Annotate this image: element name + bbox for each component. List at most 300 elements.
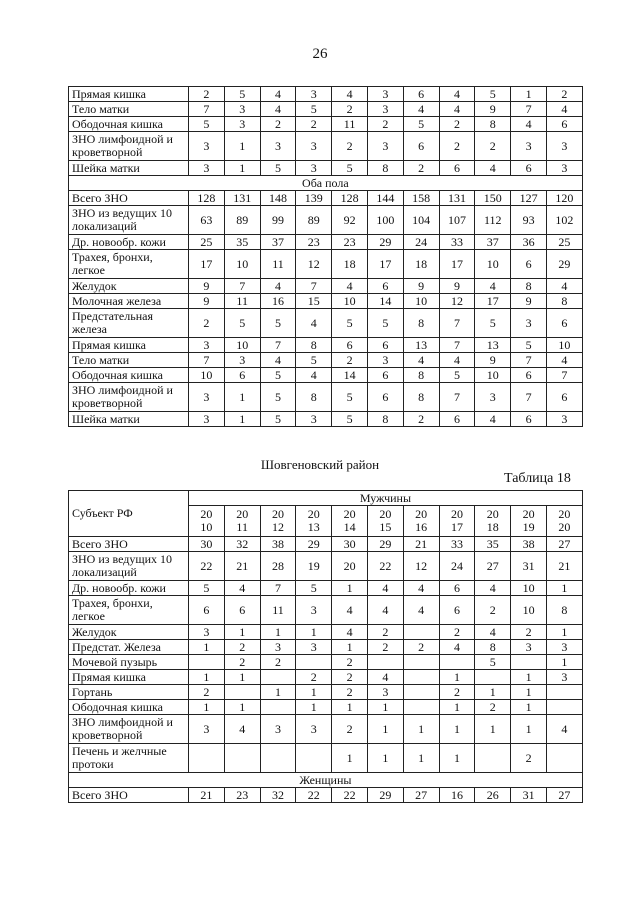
value-cell: 5 [439, 368, 475, 383]
value-cell: 7 [260, 581, 296, 596]
value-cell: 10 [189, 368, 225, 383]
value-cell: 7 [439, 309, 475, 338]
value-cell: 7 [189, 102, 225, 117]
value-cell: 1 [439, 715, 475, 744]
table-row [69, 625, 583, 640]
value-cell: 9 [403, 279, 439, 294]
value-cell: 4 [260, 102, 296, 117]
value-cell: 9 [511, 294, 547, 309]
value-cell [367, 655, 403, 670]
value-cell: 2 [189, 685, 225, 700]
table-row [69, 685, 583, 700]
value-cell: 10 [511, 581, 547, 596]
value-cell: 7 [511, 102, 547, 117]
value-cell: 11 [332, 117, 368, 132]
value-cell: 1 [224, 161, 260, 176]
value-cell: 1 [224, 412, 260, 427]
value-cell: 144 [367, 191, 403, 206]
value-cell: 9 [475, 102, 511, 117]
value-cell: 5 [332, 412, 368, 427]
value-cell: 5 [189, 581, 225, 596]
value-cell: 12 [439, 294, 475, 309]
table-row [69, 279, 583, 294]
table-row [69, 596, 583, 625]
year-header: 20 17 [439, 506, 475, 537]
value-cell: 4 [332, 596, 368, 625]
value-cell: 3 [367, 685, 403, 700]
value-cell: 8 [367, 412, 403, 427]
value-cell: 3 [189, 132, 225, 161]
row-label: Прямая кишка [69, 87, 189, 102]
value-cell: 3 [546, 412, 582, 427]
table-row [69, 117, 583, 132]
value-cell: 4 [224, 715, 260, 744]
value-cell: 23 [332, 235, 368, 250]
value-cell: 3 [367, 353, 403, 368]
value-cell [296, 744, 332, 773]
value-cell: 3 [189, 383, 225, 412]
value-cell [296, 655, 332, 670]
value-cell: 21 [224, 552, 260, 581]
value-cell [546, 685, 582, 700]
incidence-table-continued [68, 86, 583, 427]
value-cell: 28 [260, 552, 296, 581]
value-cell: 2 [224, 640, 260, 655]
value-cell: 1 [511, 715, 547, 744]
value-cell: 4 [367, 581, 403, 596]
value-cell: 102 [546, 206, 582, 235]
table-row [69, 338, 583, 353]
value-cell: 2 [260, 117, 296, 132]
group-header: Мужчины [189, 491, 583, 506]
value-cell: 8 [475, 117, 511, 132]
row-label: Мочевой пузырь [69, 655, 189, 670]
value-cell: 16 [260, 294, 296, 309]
value-cell: 2 [439, 685, 475, 700]
value-cell: 7 [511, 353, 547, 368]
row-label: Предстательная железа [69, 309, 189, 338]
value-cell: 8 [546, 596, 582, 625]
value-cell: 3 [224, 117, 260, 132]
value-cell: 2 [332, 102, 368, 117]
value-cell: 18 [403, 250, 439, 279]
value-cell: 150 [475, 191, 511, 206]
value-cell: 5 [475, 655, 511, 670]
table-row [69, 655, 583, 670]
value-cell: 29 [367, 537, 403, 552]
value-cell: 35 [475, 537, 511, 552]
value-cell: 1 [296, 685, 332, 700]
value-cell: 7 [224, 279, 260, 294]
value-cell: 5 [332, 161, 368, 176]
value-cell: 3 [546, 640, 582, 655]
value-cell [260, 744, 296, 773]
value-cell: 6 [439, 161, 475, 176]
value-cell: 5 [511, 338, 547, 353]
value-cell: 7 [296, 279, 332, 294]
value-cell: 9 [189, 279, 225, 294]
value-cell: 22 [296, 788, 332, 803]
table-row [69, 640, 583, 655]
value-cell [403, 670, 439, 685]
value-cell: 12 [296, 250, 332, 279]
value-cell: 2 [332, 132, 368, 161]
value-cell: 21 [189, 788, 225, 803]
year-header: 20 20 [546, 506, 582, 537]
value-cell: 4 [475, 161, 511, 176]
value-cell: 2 [332, 655, 368, 670]
table-row [69, 368, 583, 383]
row-label: Печень и желчные протоки [69, 744, 189, 773]
value-cell: 2 [475, 700, 511, 715]
value-cell: 6 [367, 368, 403, 383]
value-cell [224, 685, 260, 700]
value-cell: 10 [511, 596, 547, 625]
value-cell: 4 [546, 715, 582, 744]
value-cell: 1 [511, 87, 547, 102]
value-cell: 7 [439, 383, 475, 412]
row-label: ЗНО из ведущих 10 локализаций [69, 552, 189, 581]
value-cell: 1 [439, 700, 475, 715]
table-row [69, 191, 583, 206]
value-cell: 2 [332, 685, 368, 700]
value-cell: 6 [511, 368, 547, 383]
row-label: Прямая кишка [69, 338, 189, 353]
subject-header: Субъект РФ [69, 491, 189, 537]
value-cell: 3 [189, 715, 225, 744]
value-cell: 2 [189, 87, 225, 102]
value-cell: 33 [439, 537, 475, 552]
value-cell: 2 [403, 412, 439, 427]
year-header: 20 14 [332, 506, 368, 537]
value-cell: 1 [511, 700, 547, 715]
value-cell: 131 [439, 191, 475, 206]
value-cell: 2 [439, 117, 475, 132]
value-cell: 2 [367, 640, 403, 655]
value-cell: 4 [511, 117, 547, 132]
value-cell: 25 [189, 235, 225, 250]
value-cell: 2 [189, 309, 225, 338]
value-cell: 17 [189, 250, 225, 279]
value-cell: 2 [224, 655, 260, 670]
value-cell: 2 [367, 625, 403, 640]
row-label: Всего ЗНО [69, 191, 189, 206]
row-label: Желудок [69, 625, 189, 640]
value-cell: 3 [367, 87, 403, 102]
value-cell: 17 [439, 250, 475, 279]
value-cell: 1 [546, 655, 582, 670]
value-cell: 6 [224, 596, 260, 625]
row-label: Желудок [69, 279, 189, 294]
value-cell: 17 [367, 250, 403, 279]
value-cell: 10 [475, 250, 511, 279]
value-cell: 5 [296, 581, 332, 596]
value-cell: 99 [260, 206, 296, 235]
value-cell: 4 [475, 625, 511, 640]
table-row [69, 250, 583, 279]
value-cell: 27 [546, 788, 582, 803]
value-cell: 5 [260, 309, 296, 338]
row-label: Всего ЗНО [69, 537, 189, 552]
value-cell: 4 [296, 368, 332, 383]
value-cell: 1 [260, 685, 296, 700]
table-row [69, 161, 583, 176]
value-cell: 1 [367, 715, 403, 744]
table-caption: Таблица 18 [504, 471, 571, 486]
value-cell: 4 [475, 279, 511, 294]
value-cell: 14 [332, 368, 368, 383]
row-label: ЗНО из ведущих 10 локализаций [69, 206, 189, 235]
value-cell: 1 [511, 670, 547, 685]
value-cell: 27 [403, 788, 439, 803]
value-cell: 8 [511, 279, 547, 294]
value-cell: 3 [296, 640, 332, 655]
value-cell: 5 [224, 87, 260, 102]
value-cell: 92 [332, 206, 368, 235]
value-cell [475, 670, 511, 685]
value-cell: 3 [296, 87, 332, 102]
row-label: Гортань [69, 685, 189, 700]
row-label: Др. новообр. кожи [69, 235, 189, 250]
value-cell [546, 744, 582, 773]
value-cell: 3 [511, 309, 547, 338]
value-cell: 1 [332, 700, 368, 715]
value-cell: 4 [403, 581, 439, 596]
value-cell: 1 [367, 700, 403, 715]
value-cell: 31 [511, 788, 547, 803]
value-cell: 1 [224, 625, 260, 640]
value-cell: 3 [189, 338, 225, 353]
value-cell: 5 [475, 87, 511, 102]
value-cell: 6 [439, 581, 475, 596]
row-label: Шейка матки [69, 412, 189, 427]
value-cell: 10 [224, 250, 260, 279]
value-cell: 2 [332, 715, 368, 744]
value-cell: 5 [224, 309, 260, 338]
value-cell: 1 [403, 715, 439, 744]
year-header: 20 19 [511, 506, 547, 537]
table-row [69, 353, 583, 368]
value-cell: 37 [475, 235, 511, 250]
row-label: Др. новообр. кожи [69, 581, 189, 596]
value-cell: 35 [224, 235, 260, 250]
value-cell [260, 700, 296, 715]
value-cell: 5 [332, 383, 368, 412]
value-cell: 4 [224, 581, 260, 596]
value-cell: 1 [332, 744, 368, 773]
row-label: Предстат. Железа [69, 640, 189, 655]
value-cell: 32 [224, 537, 260, 552]
value-cell: 10 [546, 338, 582, 353]
value-cell: 25 [546, 235, 582, 250]
value-cell: 4 [546, 279, 582, 294]
value-cell: 63 [189, 206, 225, 235]
value-cell: 6 [403, 132, 439, 161]
value-cell [403, 685, 439, 700]
value-cell: 5 [260, 412, 296, 427]
value-cell: 1 [224, 670, 260, 685]
value-cell: 3 [224, 353, 260, 368]
value-cell: 16 [439, 788, 475, 803]
value-cell: 6 [546, 383, 582, 412]
value-cell: 31 [511, 552, 547, 581]
value-cell: 27 [546, 537, 582, 552]
value-cell: 131 [224, 191, 260, 206]
value-cell: 2 [296, 670, 332, 685]
value-cell: 1 [332, 581, 368, 596]
value-cell: 3 [511, 640, 547, 655]
value-cell: 4 [403, 102, 439, 117]
value-cell [511, 655, 547, 670]
table-row [69, 206, 583, 235]
value-cell: 8 [296, 383, 332, 412]
value-cell: 10 [332, 294, 368, 309]
value-cell: 2 [439, 625, 475, 640]
table-row [69, 744, 583, 773]
value-cell: 1 [189, 670, 225, 685]
value-cell: 1 [367, 744, 403, 773]
value-cell: 5 [260, 383, 296, 412]
value-cell: 3 [367, 132, 403, 161]
value-cell: 7 [439, 338, 475, 353]
value-cell: 9 [439, 279, 475, 294]
value-cell: 24 [403, 235, 439, 250]
value-cell: 4 [546, 102, 582, 117]
value-cell: 6 [439, 412, 475, 427]
row-label: Молочная железа [69, 294, 189, 309]
value-cell: 3 [296, 715, 332, 744]
value-cell: 112 [475, 206, 511, 235]
value-cell: 24 [439, 552, 475, 581]
value-cell: 2 [511, 625, 547, 640]
value-cell: 30 [332, 537, 368, 552]
district-title: Шовгеновский район [260, 457, 380, 472]
table-row [69, 552, 583, 581]
value-cell: 6 [367, 338, 403, 353]
value-cell: 3 [189, 161, 225, 176]
row-label: Всего ЗНО [69, 788, 189, 803]
value-cell: 6 [332, 338, 368, 353]
value-cell: 4 [439, 102, 475, 117]
value-cell: 2 [403, 161, 439, 176]
value-cell: 128 [189, 191, 225, 206]
value-cell: 6 [546, 309, 582, 338]
value-cell: 33 [439, 235, 475, 250]
value-cell: 15 [296, 294, 332, 309]
value-cell: 1 [439, 670, 475, 685]
value-cell: 3 [189, 412, 225, 427]
row-label: Трахея, бронхи, легкое [69, 250, 189, 279]
value-cell [224, 744, 260, 773]
row-label: Ободочная кишка [69, 117, 189, 132]
value-cell: 1 [511, 685, 547, 700]
value-cell: 21 [546, 552, 582, 581]
value-cell: 1 [475, 685, 511, 700]
value-cell: 1 [475, 715, 511, 744]
value-cell: 3 [296, 412, 332, 427]
value-cell: 8 [367, 161, 403, 176]
value-cell: 38 [511, 537, 547, 552]
value-cell: 2 [332, 670, 368, 685]
value-cell: 2 [475, 132, 511, 161]
value-cell: 3 [475, 383, 511, 412]
value-cell: 7 [260, 338, 296, 353]
value-cell: 10 [224, 338, 260, 353]
value-cell: 3 [367, 102, 403, 117]
value-cell: 139 [296, 191, 332, 206]
value-cell: 5 [260, 368, 296, 383]
table-row [69, 87, 583, 102]
value-cell: 4 [439, 640, 475, 655]
table-row [69, 670, 583, 685]
value-cell: 6 [439, 596, 475, 625]
value-cell: 37 [260, 235, 296, 250]
value-cell: 29 [367, 788, 403, 803]
year-header: 20 16 [403, 506, 439, 537]
value-cell: 1 [260, 625, 296, 640]
value-cell: 13 [403, 338, 439, 353]
table-row [69, 235, 583, 250]
value-cell: 4 [439, 353, 475, 368]
section-title: Женщины [69, 773, 583, 788]
value-cell [439, 655, 475, 670]
value-cell: 7 [546, 368, 582, 383]
value-cell: 5 [296, 353, 332, 368]
table-row [69, 537, 583, 552]
row-label: Трахея, бронхи, легкое [69, 596, 189, 625]
value-cell: 2 [475, 596, 511, 625]
value-cell: 1 [296, 625, 332, 640]
year-header: 20 18 [475, 506, 511, 537]
value-cell: 19 [296, 552, 332, 581]
value-cell: 93 [511, 206, 547, 235]
value-cell: 8 [475, 640, 511, 655]
value-cell: 3 [260, 715, 296, 744]
value-cell [403, 700, 439, 715]
value-cell: 6 [511, 412, 547, 427]
value-cell: 5 [296, 102, 332, 117]
value-cell: 3 [511, 132, 547, 161]
value-cell: 5 [475, 309, 511, 338]
value-cell: 3 [296, 161, 332, 176]
value-cell: 23 [224, 788, 260, 803]
value-cell: 9 [189, 294, 225, 309]
row-label: Тело матки [69, 102, 189, 117]
value-cell: 127 [511, 191, 547, 206]
value-cell: 2 [403, 640, 439, 655]
value-cell: 1 [403, 744, 439, 773]
year-header: 20 11 [224, 506, 260, 537]
value-cell: 8 [546, 294, 582, 309]
value-cell: 5 [189, 117, 225, 132]
row-label: ЗНО лимфоидной и кроветворной [69, 383, 189, 412]
value-cell: 4 [296, 309, 332, 338]
value-cell: 13 [475, 338, 511, 353]
value-cell: 1 [332, 640, 368, 655]
value-cell: 4 [260, 353, 296, 368]
year-header: 20 15 [367, 506, 403, 537]
value-cell: 6 [546, 117, 582, 132]
row-label: ЗНО лимфоидной и кроветворной [69, 715, 189, 744]
value-cell: 18 [332, 250, 368, 279]
value-cell: 5 [403, 117, 439, 132]
value-cell: 2 [511, 744, 547, 773]
table-row [69, 788, 583, 803]
table-row [69, 102, 583, 117]
value-cell: 27 [475, 552, 511, 581]
value-cell: 20 [332, 552, 368, 581]
value-cell: 4 [332, 87, 368, 102]
